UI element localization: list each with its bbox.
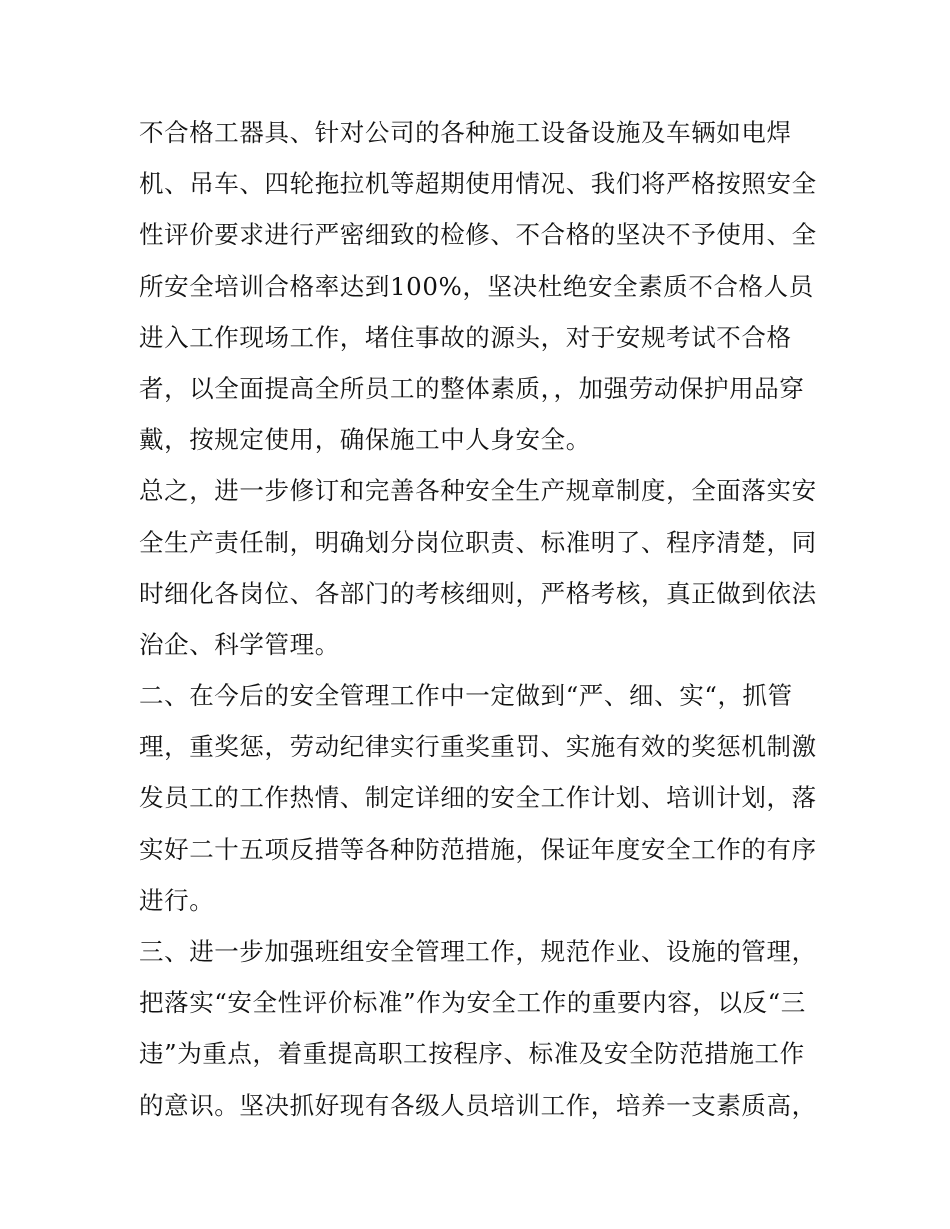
text-line: 二、在今后的安全管理工作中一定做到“严、细、实“，抓管 [139, 681, 793, 711]
text-line: 全生产责任制，明确划分岗位职责、标准明了、程序清楚，同 [139, 527, 817, 557]
document-body [139, 107, 829, 1131]
text-line: 治企、科学管理。 [139, 629, 340, 659]
text-line: 戴，按规定使用，确保施工中人身安全。 [139, 425, 591, 455]
text-line: 违”为重点，着重提高职工按程序、标准及安全防范措施工作 [139, 1039, 805, 1069]
text-line: 机、吊车、四轮拖拉机等超期使用情况、我们将严格按照安全 [139, 169, 817, 199]
text-line: 把落实“安全性评价标准”作为安全工作的重要内容，以反“三 [139, 988, 806, 1018]
text-line: 理，重奖惩，劳动纪律实行重奖重罚、实施有效的奖惩机制激 [139, 732, 817, 762]
text-line: 进行。 [139, 885, 215, 915]
text-line: 性评价要求进行严密细致的检修、不合格的坚决不予使用、全 [139, 220, 817, 250]
text-line: 进入工作现场工作，堵住事故的源头，对于安规考试不合格 [139, 322, 792, 352]
text-line: 三、进一步加强班组安全管理工作，规范作业、设施的管理， [139, 937, 817, 966]
text-line: 者，以全面提高全所员工的整体素质，，加强劳动保护用品穿 [139, 373, 805, 403]
text-line: 实好二十五项反措等各种防范措施，保证年度安全工作的有序 [139, 834, 817, 864]
text-line: 所安全培训合格率达到100%，坚决杜绝安全素质不合格人员 [139, 271, 814, 301]
text-line: 的意识。坚决抓好现有各级人员培训工作，培养一支素质高， [139, 1090, 817, 1120]
text-line: 不合格工器具、针对公司的各种施工设备设施及车辆如电焊 [139, 118, 792, 147]
text-line: 时细化各岗位、各部门的考核细则，严格考核，真正做到依法 [139, 578, 817, 608]
text-line: 发员工的工作热情、制定详细的安全工作计划、培训计划，落 [139, 783, 817, 813]
text-line: 总之，进一步修订和完善各种安全生产规章制度，全面落实安 [139, 476, 817, 506]
